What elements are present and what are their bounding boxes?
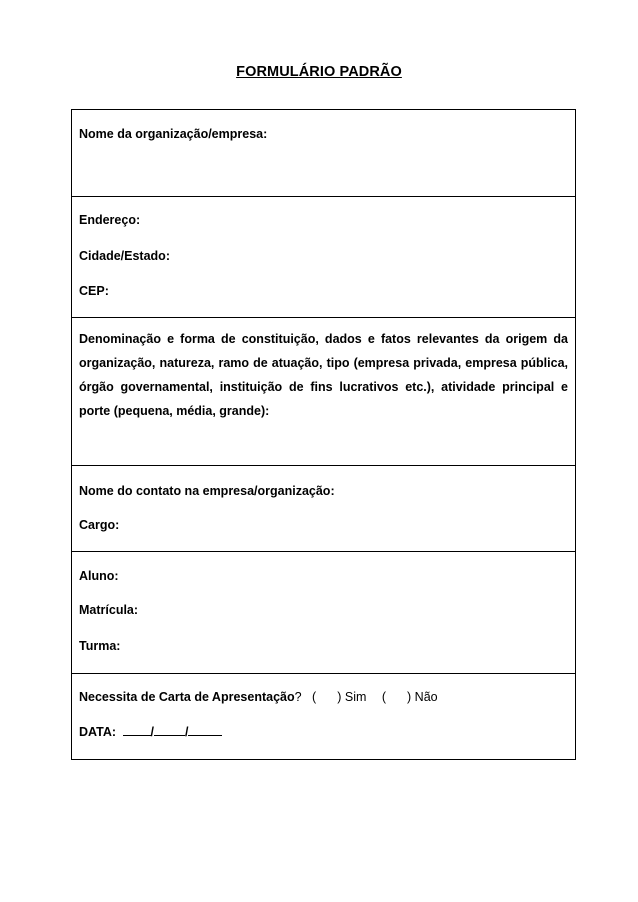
section-divider — [72, 196, 575, 197]
date-year-blank[interactable] — [188, 724, 222, 736]
date-day-blank[interactable] — [123, 724, 151, 736]
no-label: ) Não — [407, 690, 438, 704]
date-row — [79, 724, 222, 739]
date-separator-2: / — [185, 725, 189, 739]
date-month-blank[interactable] — [154, 724, 185, 736]
contact-name-label: Nome do contato na empresa/organização: — [79, 484, 335, 498]
city-state-label: Cidade/Estado: — [79, 249, 170, 263]
section-divider — [72, 465, 575, 466]
student-label: Aluno: — [79, 569, 119, 583]
cep-label: CEP: — [79, 284, 109, 298]
yes-checkbox[interactable] — [312, 690, 366, 704]
section-divider — [72, 673, 575, 674]
question-mark: ? — [294, 690, 302, 704]
yes-label: ) Sim — [337, 690, 367, 704]
presentation-letter-row — [79, 690, 438, 704]
presentation-letter-question: Necessita de Carta de Apresentação — [79, 690, 295, 704]
date-label: DATA: — [79, 725, 117, 739]
form-title: FORMULÁRIO PADRÃO — [236, 64, 402, 80]
role-label: Cargo: — [79, 518, 120, 532]
organization-name-label: Nome da organização/empresa: — [79, 127, 268, 141]
yes-open-paren: ( — [312, 690, 317, 704]
no-open-paren: ( — [381, 690, 387, 704]
registration-label: Matrícula: — [79, 603, 139, 617]
date-separator-1: / — [150, 725, 154, 739]
address-label: Endereço: — [79, 213, 141, 227]
no-checkbox[interactable] — [382, 690, 438, 704]
form-box — [71, 109, 576, 760]
organization-description-prompt: Denominação e forma de constituição, dados e fatos relevantes da origem da organização, natureza, ramo de atuação, tipo (empresa privada, empresa pública, órgão governamental, instituição de fins lucrativos etc.), atividade principal e porte (pequena, média, grande): — [79, 332, 568, 418]
section-divider — [72, 551, 575, 552]
section-divider — [72, 317, 575, 318]
class-label: Turma: — [79, 639, 121, 653]
